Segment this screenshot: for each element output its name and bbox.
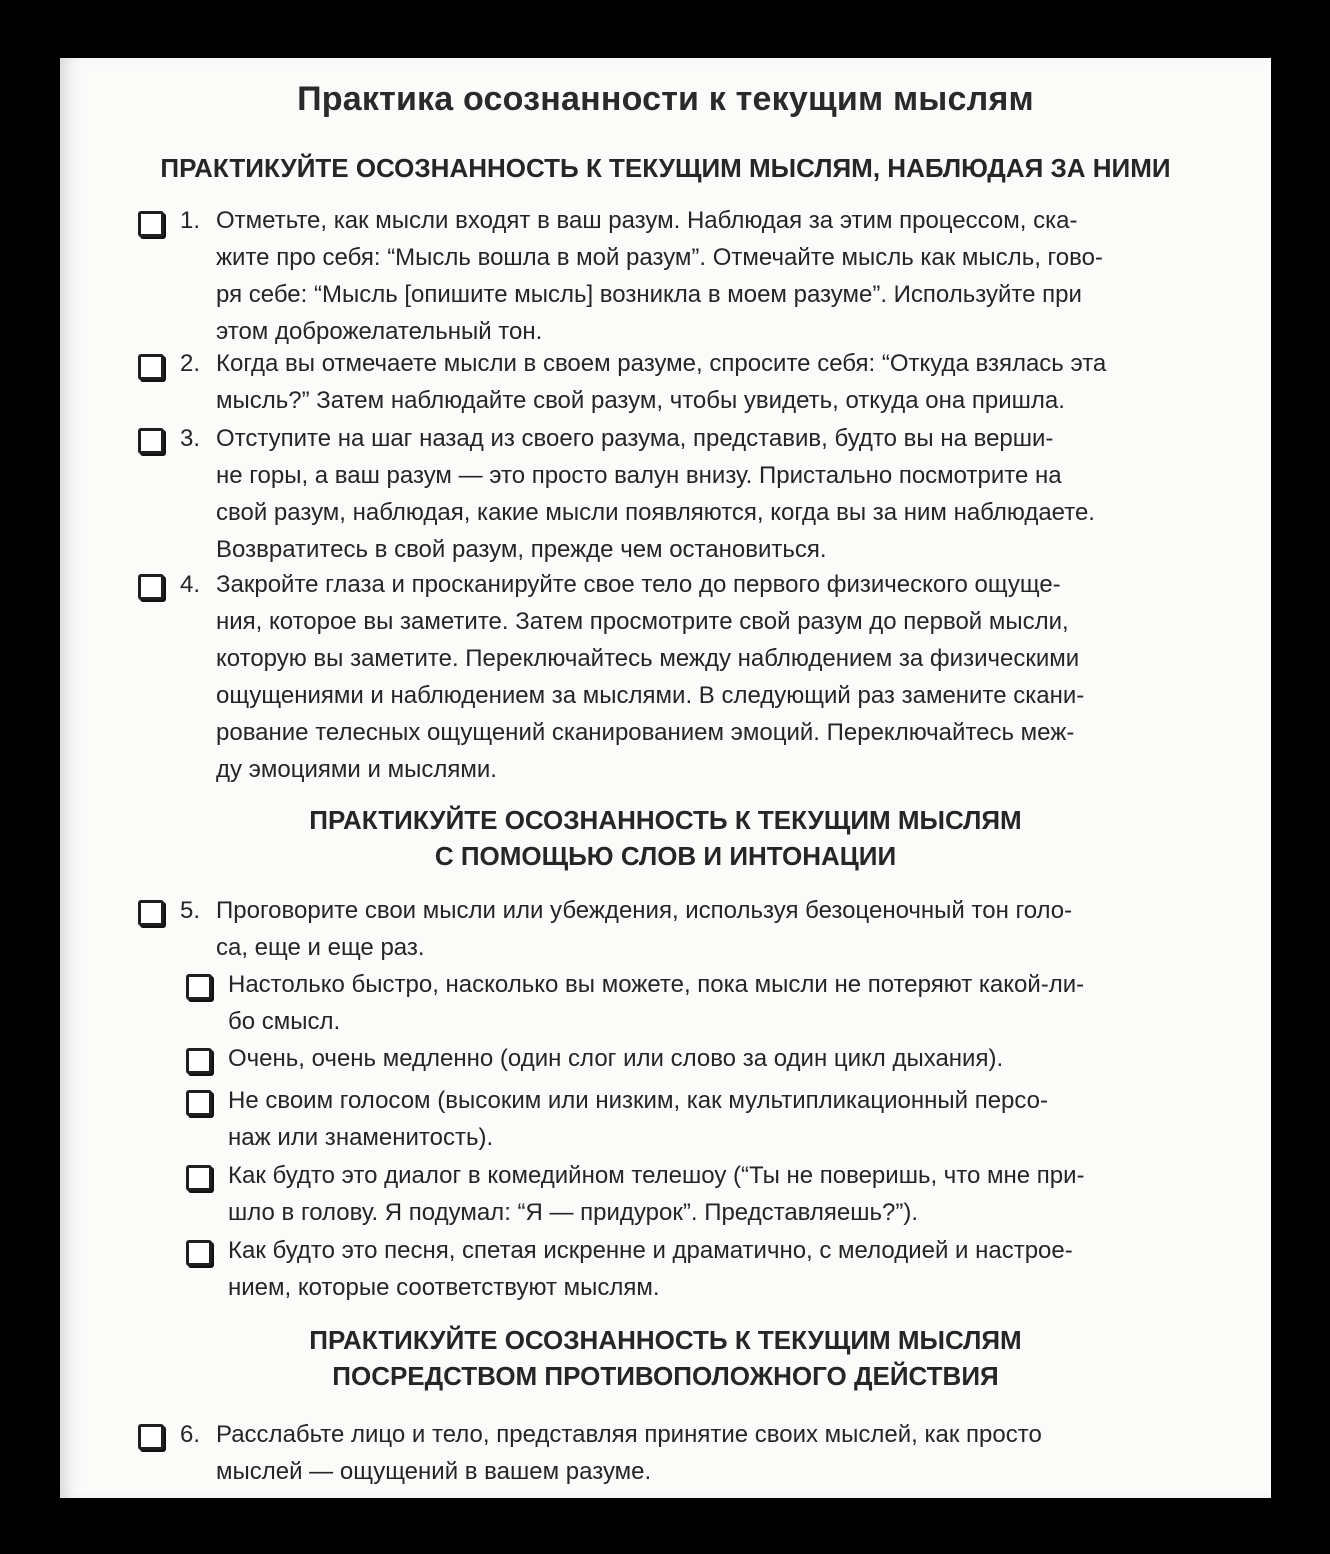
item-number: 3. <box>180 425 201 452</box>
checkbox-sub-4[interactable] <box>186 1165 212 1191</box>
item-number: 5. <box>180 897 201 924</box>
checkbox-sub-2[interactable] <box>186 1048 212 1074</box>
checkbox-3[interactable] <box>138 428 164 454</box>
checkbox-2[interactable] <box>138 354 164 380</box>
checkbox-sub-1[interactable] <box>186 974 212 1000</box>
item-text: Настолько быстро, насколько вы можете, пока мысли не потеряют какой-ли- бо смысл. <box>228 971 1085 1035</box>
checkbox-sub-5[interactable] <box>186 1240 212 1266</box>
section-heading-observe: ПРАКТИКУЙТЕ ОСОЗНАННОСТЬ К ТЕКУЩИМ МЫСЛЯМ, НАБЛЮДАЯ ЗА НИМИ <box>160 153 1171 183</box>
section-heading-opposite: ПРАКТИКУЙТЕ ОСОЗНАННОСТЬ К ТЕКУЩИМ МЫСЛЯМ ПОСРЕДСТВОМ ПРОТИВОПОЛОЖНОГО ДЕЙСТВИЯ <box>309 1325 1022 1391</box>
item-text: Отметьте, как мысли входят в ваш разум. Наблюдая за этим процессом, ска- жите про себя: “Мысль вошла в мой разум”. Отмечайте мысль как мысль, гово- ря себе: “Мысль [опишите мысль] возникла в моем разуме”. Используйте при этом доброжелательный тон. <box>216 207 1103 345</box>
item-number: 2. <box>180 350 201 377</box>
checkbox-4[interactable] <box>138 574 164 600</box>
checkbox-1[interactable] <box>138 211 164 237</box>
checkbox-5[interactable] <box>138 900 164 926</box>
page-title: Практика осознанности к текущим мыслям <box>297 80 1034 118</box>
item-text: Как будто это песня, спетая искренне и драматично, с мелодией и настрое- нием, которые соответствуют мыслям. <box>228 1237 1073 1301</box>
section-heading-words: ПРАКТИКУЙТЕ ОСОЗНАННОСТЬ К ТЕКУЩИМ МЫСЛЯМ С ПОМОЩЬЮ СЛОВ И ИНТОНАЦИИ <box>309 805 1022 871</box>
checkbox-6[interactable] <box>138 1424 164 1450</box>
item-text: Как будто это диалог в комедийном телешоу (“Ты не поверишь, что мне при- шло в голову. Я подумал: “Я — придурок”. Представляешь?”). <box>228 1162 1085 1226</box>
item-text: Проговорите свои мысли или убеждения, используя безоценочный тон голо- са, еще и еще раз. <box>216 897 1073 961</box>
item-text: Когда вы отмечаете мысли в своем разуме, спросите себя: “Откуда взялась эта мысль?” Затем наблюдайте свой разум, чтобы увидеть, откуда она пришла. <box>216 350 1107 414</box>
checkbox-sub-3[interactable] <box>186 1090 212 1116</box>
item-text: Отступите на шаг назад из своего разума, представив, будто вы на верши- не горы, а ваш разум — это просто валун внизу. Пристально посмотрите на свой разум, наблюдая, какие мысли появляются, когда вы за ним наблюдаете. Возвратитесь в свой разум, прежде чем остановиться. <box>216 425 1095 563</box>
item-text: Очень, очень медленно (один слог или слово за один цикл дыхания). <box>228 1045 1004 1072</box>
item-number: 4. <box>180 571 201 598</box>
item-number: 1. <box>180 207 201 234</box>
item-number: 6. <box>180 1421 201 1448</box>
item-text: Расслабьте лицо и тело, представляя принятие своих мыслей, как просто мыслей — ощущений в вашем разуме. <box>216 1421 1042 1485</box>
item-text: Закройте глаза и просканируйте свое тело до первого физического ощуще- ния, которое вы заметите. Затем просмотрите свой разум до первой мысли, которую вы заметите. Переключайтесь между наблюдением за физическими ощущениями и наблюдением за мыслями. В следующий раз замените скани- рование телесных ощущений сканированием эмоций. Переключайтесь меж- ду эмоциями и мыслями. <box>216 571 1085 783</box>
document-page <box>60 58 1271 1498</box>
item-text: Не своим голосом (высоким или низким, как мультипликационный персо- наж или знаменитость). <box>228 1087 1049 1151</box>
